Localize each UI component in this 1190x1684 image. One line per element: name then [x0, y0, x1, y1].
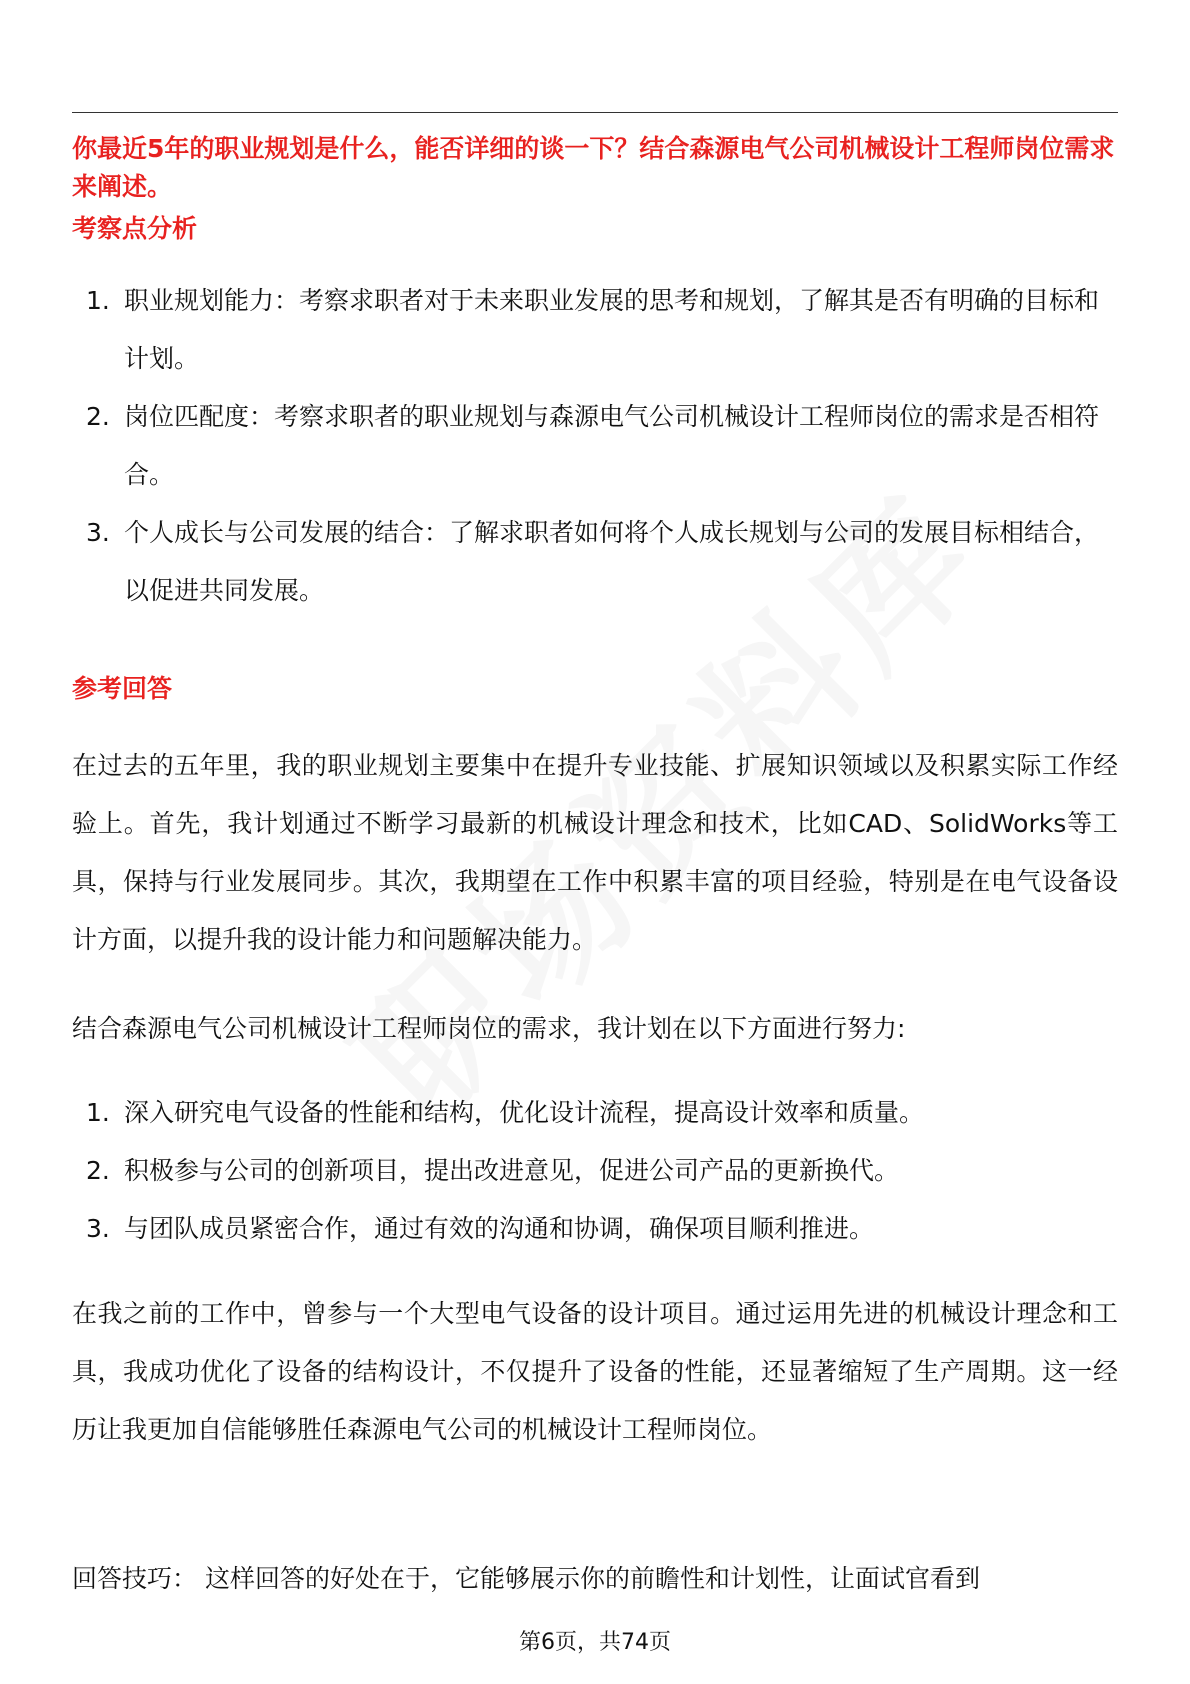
- document-page: [72, 0, 1118, 1684]
- list-number: 1.: [86, 286, 110, 315]
- list-item-text: 职业规划能力：考察求职者对于未来职业发展的思考和规划，了解其是否有明确的目标和计划。: [124, 286, 1100, 373]
- list-item: [72, 388, 1118, 504]
- list-item: [72, 1142, 1118, 1200]
- question-heading: 你最近5年的职业规划是什么，能否详细的谈一下？结合森源电气公司机械设计工程师岗位需求来阐述。: [72, 134, 1115, 201]
- analysis-title: 考察点分析: [72, 214, 198, 243]
- list-item-text: 个人成长与公司发展的结合：了解求职者如何将个人成长规划与公司的发展目标相结合，以促进共同发展。: [124, 518, 1100, 605]
- list-item: [72, 1084, 1118, 1142]
- analysis-list: [72, 272, 1118, 620]
- list-number: 2.: [86, 1156, 110, 1185]
- list-number: 3.: [86, 1214, 110, 1243]
- list-item-text: 深入研究电气设备的性能和结构，优化设计流程，提高设计效率和质量。: [124, 1098, 925, 1127]
- answer-paragraph-3: 在我之前的工作中，曾参与一个大型电气设备的设计项目。通过运用先进的机械设计理念和工具，我成功优化了设备的结构设计，不仅提升了设备的性能，还显著缩短了生产周期。这一经历让我更加自信能够胜任森源电气公司的机械设计工程师岗位。: [72, 1299, 1118, 1444]
- answer-paragraph-1: 在过去的五年里，我的职业规划主要集中在提升专业技能、扩展知识领域以及积累实际工作经验上。首先，我计划通过不断学习最新的机械设计理念和技术，比如CAD、SolidWorks等工具，保持与行业发展同步。其次，我期望在工作中积累丰富的项目经验，特别是在电气设备设计方面，以提升我的设计能力和问题解决能力。: [72, 751, 1118, 954]
- answer-tips: 回答技巧： 这样回答的好处在于，它能够展示你的前瞻性和计划性，让面试官看到: [72, 1564, 980, 1593]
- page-number: 第6页，共74页: [519, 1630, 671, 1655]
- list-item: [72, 504, 1118, 620]
- plan-list: [72, 1084, 1118, 1258]
- header-rule: [72, 112, 1118, 113]
- list-number: 1.: [86, 1098, 110, 1127]
- list-item-text: 岗位匹配度：考察求职者的职业规划与森源电气公司机械设计工程师岗位的需求是否相符合。: [124, 402, 1100, 489]
- list-item: [72, 272, 1118, 388]
- list-item-text: 积极参与公司的创新项目，提出改进意见，促进公司产品的更新换代。: [124, 1156, 900, 1185]
- answer-title: 参考回答: [72, 674, 173, 703]
- list-number: 3.: [86, 518, 110, 547]
- list-item-text: 与团队成员紧密合作，通过有效的沟通和协调，确保项目顺利推进。: [124, 1214, 875, 1243]
- list-number: 2.: [86, 402, 110, 431]
- list-item: [72, 1200, 1118, 1258]
- answer-paragraph-2: 结合森源电气公司机械设计工程师岗位的需求，我计划在以下方面进行努力:: [72, 1014, 906, 1043]
